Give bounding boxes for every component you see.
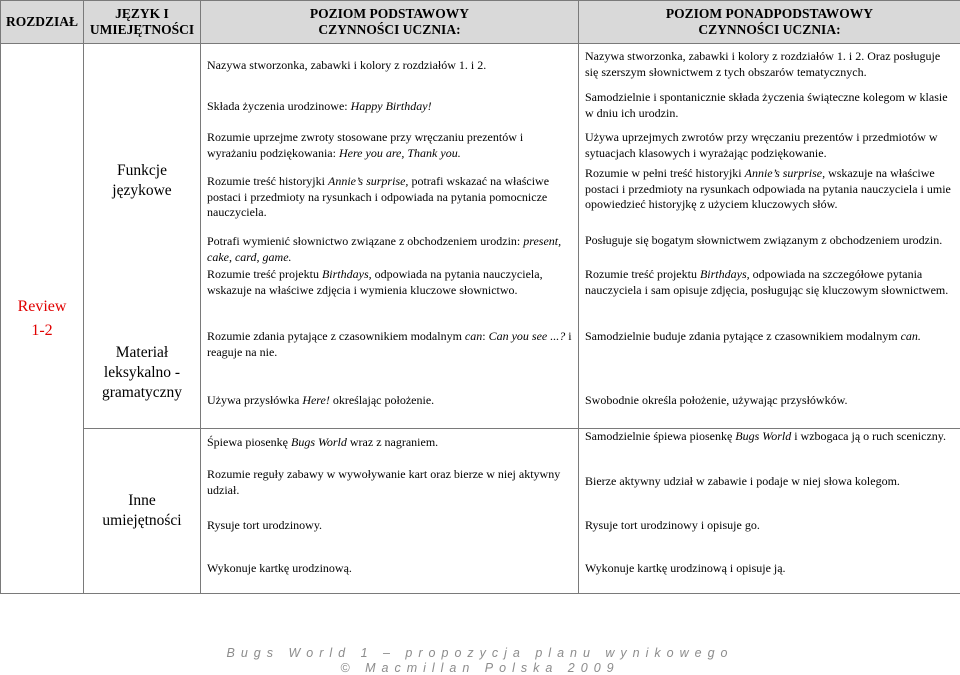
basic-item: Nazywa stworzonka, zabawki i kolory z rozdziałów 1. i 2. bbox=[207, 58, 487, 72]
basic-item: Rozumie treść historyjki Annie’s surprise, potrafi wskazać na właściwe postaci i przedmioty na rysunkach i odpowiada na pytania pomocnicze nauczyciela. bbox=[207, 174, 550, 219]
advanced-item: Wykonuje kartkę urodzinową i opisuje ją. bbox=[585, 561, 786, 575]
category-language-cell bbox=[84, 44, 201, 429]
footer-line-1: Bugs World 1 – propozycja planu wynikowego bbox=[226, 646, 734, 660]
advanced-item: Bierze aktywny udział w zabawie i podaje w niej słowa kolegom. bbox=[585, 474, 900, 488]
advanced-item: Rozumie treść projektu Birthdays, odpowiada na szczegółowe pytania nauczyciela i sam opisuje zdjęcia, posługując się kluczowym słownictwem. bbox=[585, 267, 949, 297]
footer-line-2: © Macmillan Polska 2009 bbox=[340, 661, 620, 675]
other-skills-row bbox=[1, 429, 960, 594]
advanced-item: Używa uprzejmych zwrotów przy wręczaniu prezentów i przedmiotów w sytuacjach klasowych i wyrażając podziękowanie. bbox=[585, 130, 938, 160]
advanced-language-cell bbox=[579, 44, 960, 429]
header-skills: JĘZYK I UMIEJĘTNOŚCI bbox=[84, 1, 201, 44]
basic-item: Rysuje tort urodzinowy. bbox=[207, 518, 323, 532]
basic-item: Składa życzenia urodzinowe: Happy Birthday! bbox=[207, 99, 432, 113]
basic-item: Rozumie zdania pytające z czasownikiem modalnym can: Can you see ...? i reaguje na nie. bbox=[207, 329, 572, 359]
basic-item: Rozumie treść projektu Birthdays, odpowiada na pytania nauczyciela, wskazuje na właściwe zdjęcia i wymienia kluczowe słownictwo. bbox=[207, 267, 543, 297]
basic-item: Wykonuje kartkę urodzinową. bbox=[207, 561, 352, 575]
category-material: Materiał leksykalno - gramatyczny bbox=[101, 344, 183, 401]
header-row bbox=[1, 1, 960, 44]
basic-item: Potrafi wymienić słownictwo związane z obchodzeniem urodzin: present, cake, card, game. bbox=[207, 234, 562, 264]
advanced-other-cell bbox=[579, 429, 960, 594]
advanced-item: Rysuje tort urodzinowy i opisuje go. bbox=[585, 518, 760, 532]
basic-language-cell bbox=[201, 44, 579, 429]
header-advanced-level: POZIOM PONADPODSTAWOWY CZYNNOŚCI UCZNIA: bbox=[579, 1, 960, 44]
category-other: Inne umiejętności bbox=[84, 429, 201, 594]
advanced-item: Samodzielnie śpiewa piosenkę Bugs World i wzbogaca ją o ruch sceniczny. bbox=[585, 429, 947, 443]
advanced-item: Rozumie w pełni treść historyjki Annie’s surprise, wskazuje na właściwe postaci i przedmioty na rysunkach odpowiada na pytania nauczyciela i umie opowiedzieć historyjkę z użyciem kluczowych słów. bbox=[585, 166, 951, 211]
header-basic-level: POZIOM PODSTAWOWY CZYNNOŚCI UCZNIA: bbox=[201, 1, 579, 44]
header-chapter: ROZDZIAŁ bbox=[1, 1, 84, 44]
basic-other-cell bbox=[201, 429, 579, 594]
advanced-item: Nazywa stworzonka, zabawki i kolory z rozdziałów 1. i 2. Oraz posługuje się szerszym słownictwem z tych obszarów tematycznych. bbox=[585, 49, 941, 79]
basic-item: Rozumie reguły zabawy w wywoływanie kart oraz bierze w niej aktywny udział. bbox=[207, 467, 561, 497]
basic-item: Rozumie uprzejme zwroty stosowane przy wręczaniu prezentów i wyrażaniu podziękowania: Here you are, Thank you. bbox=[207, 130, 524, 160]
basic-item: Śpiewa piosenkę Bugs World wraz z nagraniem. bbox=[207, 435, 439, 449]
advanced-item: Samodzielnie i spontanicznie składa życzenia świąteczne kolegom w klasie w dniu ich urodzin. bbox=[585, 90, 948, 120]
chapter-label: Review 1-2 bbox=[1, 44, 84, 594]
advanced-item: Swobodnie określa położenie, używając przysłówków. bbox=[585, 393, 848, 407]
category-functions: Funkcje językowe bbox=[112, 162, 172, 199]
basic-item: Używa przysłówka Here! określając położenie. bbox=[207, 393, 435, 407]
advanced-item: Samodzielnie buduje zdania pytające z czasownikiem modalnym can. bbox=[585, 329, 921, 343]
language-row bbox=[1, 44, 960, 429]
advanced-item: Posługuje się bogatym słownictwem związanym z obchodzeniem urodzin. bbox=[585, 233, 943, 247]
